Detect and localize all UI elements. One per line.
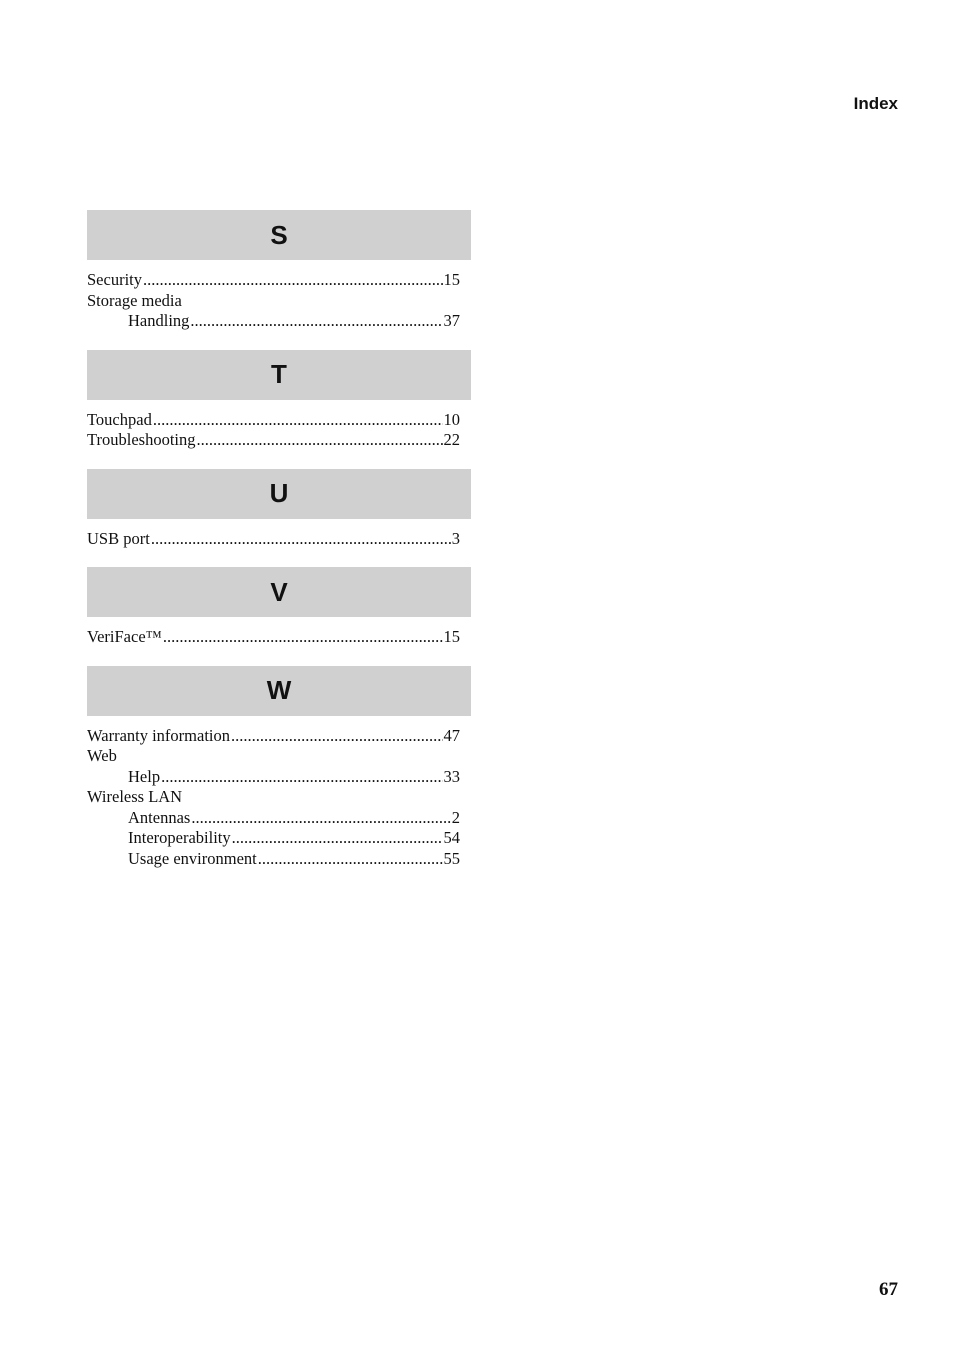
entry-page: 33 [443, 766, 460, 786]
dot-leader [161, 767, 442, 788]
dot-leader [153, 410, 443, 431]
dot-leader [151, 529, 451, 550]
entry-page: 10 [443, 409, 460, 429]
index-entry [87, 291, 460, 312]
entry-term: Interoperability [128, 828, 231, 847]
entry-page: 15 [443, 270, 460, 289]
index-section-w [87, 666, 471, 888]
entry-term: Help [128, 766, 161, 786]
entry-term: Antennas [128, 807, 191, 827]
entry-page: 2 [451, 807, 460, 827]
section-letter: S [87, 210, 471, 260]
entry-term: Security [87, 270, 142, 289]
index-subentry [87, 828, 460, 849]
section-letter: V [87, 567, 471, 617]
entry-page: 47 [443, 725, 460, 745]
entry-term: Wireless LAN [87, 787, 183, 806]
section-letter: U [87, 469, 471, 519]
entry-page: 54 [443, 828, 460, 847]
entry-term: Usage environment [128, 848, 257, 868]
index-entry [87, 627, 460, 648]
index-entry [87, 787, 460, 808]
entry-term: VeriFace™ [87, 627, 162, 646]
index-subentry [87, 849, 460, 870]
index-subentry [87, 767, 460, 788]
dot-leader [163, 627, 443, 648]
index-entry [87, 746, 460, 767]
entry-term: Handling [128, 311, 190, 330]
entry-list [87, 617, 471, 666]
index-entry [87, 410, 460, 431]
entry-page: 15 [443, 627, 460, 646]
entry-term: USB port [87, 528, 150, 548]
entry-list [87, 519, 471, 568]
entry-term: Storage media [87, 290, 182, 310]
index-entry [87, 529, 460, 550]
entry-page: 55 [443, 848, 460, 868]
index-subentry [87, 311, 460, 332]
index-subentry [87, 808, 460, 829]
dot-leader [143, 270, 443, 291]
entry-list [87, 260, 471, 350]
entry-term: Touchpad [87, 409, 152, 429]
index-section-u [87, 469, 471, 568]
entry-page: 3 [451, 528, 460, 548]
entry-page: 37 [443, 311, 460, 330]
index-section-s [87, 210, 471, 350]
dot-leader [231, 726, 443, 747]
index-entry [87, 270, 460, 291]
running-head-title: Index [853, 94, 898, 113]
index-section-t [87, 350, 471, 469]
index-entry [87, 430, 460, 451]
dot-leader [191, 808, 450, 829]
entry-list [87, 716, 471, 888]
entry-term: Web [87, 746, 117, 765]
section-letter: W [87, 666, 471, 716]
page-number: 67 [879, 1279, 898, 1300]
index-entry [87, 726, 460, 747]
entry-term: Warranty information [87, 725, 230, 745]
entry-list [87, 400, 471, 469]
entry-page: 22 [443, 430, 460, 449]
entry-term: Troubleshooting [87, 430, 196, 449]
dot-leader [258, 849, 443, 870]
dot-leader [190, 311, 442, 332]
section-letter: T [87, 350, 471, 400]
dot-leader [232, 828, 443, 849]
index-column [87, 210, 471, 887]
dot-leader [197, 430, 443, 451]
index-section-v [87, 567, 471, 666]
